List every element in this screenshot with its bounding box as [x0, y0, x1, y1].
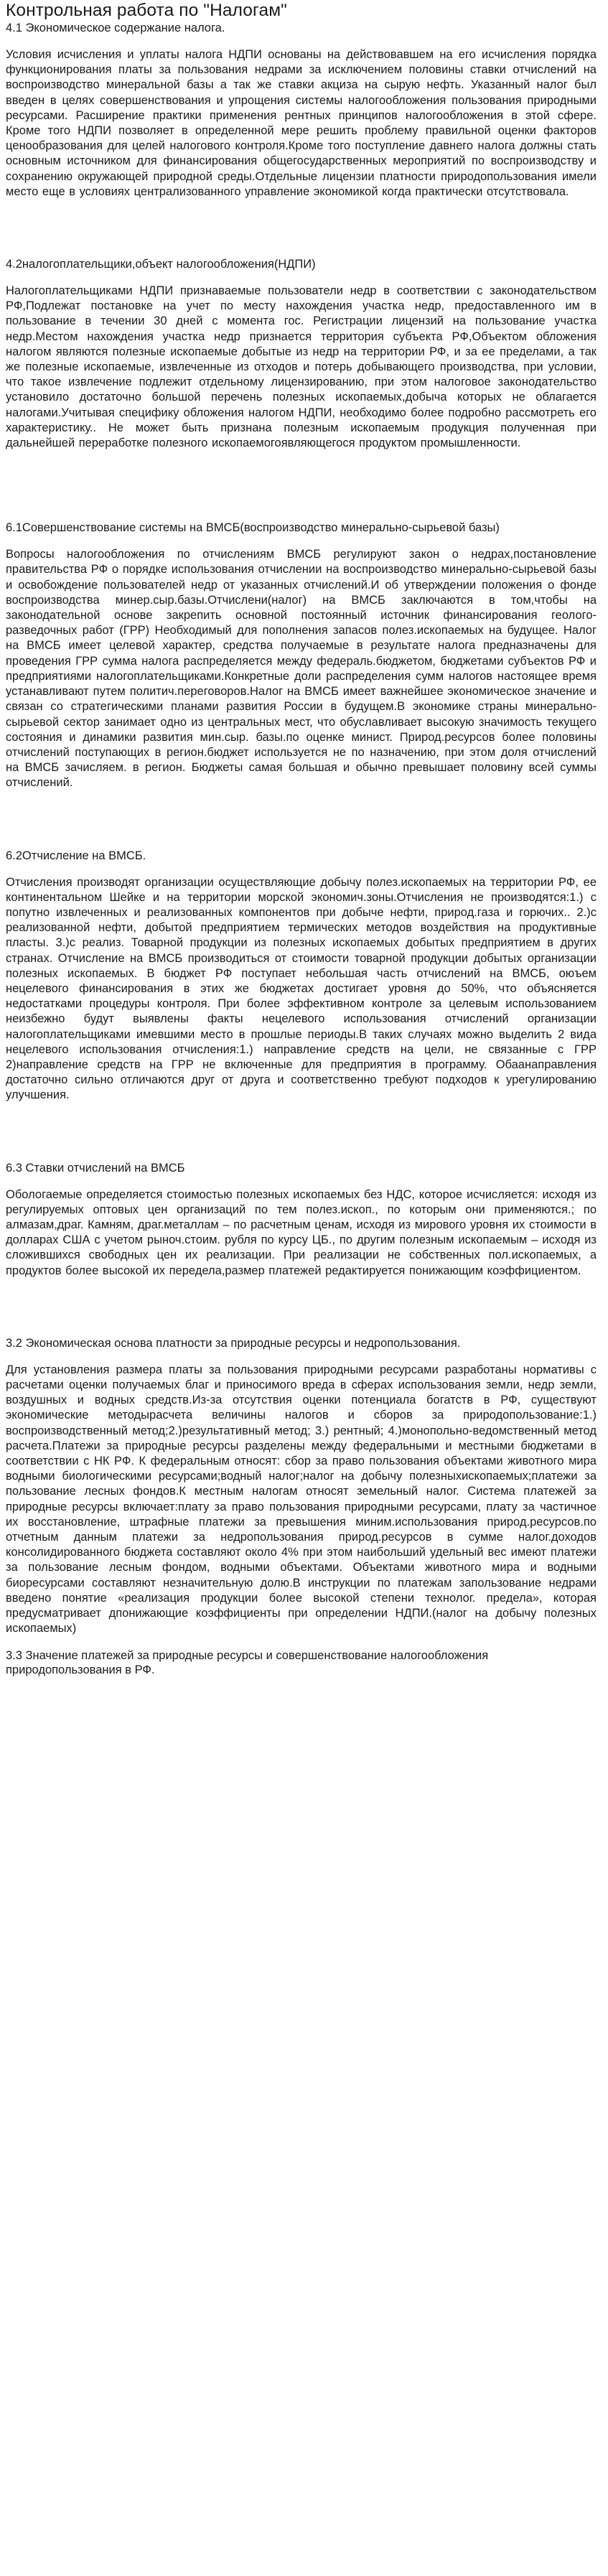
spacer [6, 1636, 597, 1648]
section-body-4-1: Условия исчисления и уплаты налога НДПИ основаны на действовавшем на его исчисления порядка функционирования платы за пользования недрами за исключением половины ставки отчислений на воспроизводство минеральной базы а так же ставки акциза на сырую нефть. Указанный налог был введен в целях совершенствования и упрощения системы налогообложения пользования природными ресурсами. Расширение практики применения рентных принципов налогообложения в этой сфере. Кроме того НДПИ позволяет в определенной мере решить проблему правильной оценки факторов ценообразования для целей налогового контроля.Кроме того поступление давнего налога должны стать основным источником для финансирования общегосударственных мероприятий по воспроизводству и сохранению окружающей природной среды.Отдельные лицензии платности природопользования имели место еще в условиях централизованного управление экономикой когда практически отсутствовала. [6, 48, 597, 198]
spacer [6, 1350, 597, 1363]
section-heading-3-3: 3.3 Значение платежей за природные ресурсы и совершенствование налогообложения природопользования в РФ. [6, 1649, 489, 1677]
section-heading-3-2: 3.2 Экономическая основа платности за природные ресурсы и недропользования. [6, 1336, 461, 1350]
section-body-6-2: Отчисления производят организации осуществляющие добычу полез.ископаемых на территории РФ, ее континентальном Шейке и на территории морской экономич.зоны.Отчисления не производятся:1.) с попутно извлеченных и реализованных компонентов при добыче нефти, природ.газа и горючих.. 2.)с реализованной нефти, добытой предприятием термических методов воздействия на продуктивные пласты. 3.)с реализ. Товарной продукции из полезных ископаемых добытых предприятием в других странах. Отчисление на ВМСБ производиться от стоимости товарной продукции добытых организации полезных ископаемых. В бюджет РФ поступает небольшая часть отчислений на ВМСБ, оюъем нецелевого финансирования в этих же бюджетах достигает уровня до 50%, что объясняется недостатками процедуры контроля. При более эффективном контроле за целевым использованием неизбежно будут выявлены факты нецелевого использования отчислений организации налогоплательщиками имевшими место в прошлые периоды.В таких случаях можно выделить 2 вида нецелевого использования отчисления:1.) направление средств на цели, не связанные с ГРР 2)направление средств на ГРР не включенные для предприятия в программу. Обаанаправления достаточно сильно отличаются друг от друга и соответственно требуют подходов к урегулированию улучшения. [6, 875, 597, 1102]
spacer [6, 1175, 597, 1187]
section-heading-6-2: 6.2Отчисление на ВМСБ. [6, 849, 146, 862]
spacer [6, 1103, 597, 1161]
spacer [6, 535, 597, 547]
section-body-6-1: Вопросы налогообложения по отчислениям ВМСБ регулируют закон о недрах,постановление правительства РФ о порядке использования отчислении на воспроизводство минерально-сырьевой базы и освобождение пользователей недр от указанных отчислений.И об утверждении положения о фонде воспроизводства минер.сыр.базы.Отчислени(налог) на ВМСБ заключаются в том,чтобы на законодательной основе закрепить основной постоянный источник финансирования геолого-разведочных работ (ГРР) Необходимый для пополнения запасов полез.ископаемых на будущее. Налог на ВМСБ имеет целевой характер, средства получаемые в результате налога предназначены для проведения ГРР сумма налога распределяется между федераль.бюджетом, бюджетами субъектов РФ и предприятиями налогоплательщиками.Конкретные доли распределения сумм налогов настоящее время устанавливают путем политич.переговоров.Налог на ВМСБ имеет важнейшее экономическое значение и связан со стратегическими планами развития России в будущем.В экономике страны минерально-сырьевой сектор занимает одно из центральных мест, что обуславливает высокую значимость текущего состояния и динамики развития мин.сыр. базы.по оценке минист. Природ.ресурсов более половины отчислений поступающих в регион.бюджет используется не по назначению, при этом доля отчислений на ВМСБ зачисляем. в регион. Бюджеты самая большая и обычно превышает половину всей суммы отчислений. [6, 548, 597, 790]
spacer [6, 508, 597, 521]
spacer [6, 791, 597, 849]
section-heading-4-1: 4.1 Экономическое содержание налога. [6, 22, 225, 34]
section-heading-6-1: 6.1Совершенствование системы на ВМСБ(воспроизводство минерально-сырьевой базы) [6, 521, 500, 535]
spacer [6, 271, 597, 284]
document-title: Контрольная работа по "Налогам" [6, 1, 287, 20]
spacer [6, 1279, 597, 1336]
spacer [6, 863, 597, 875]
section-body-3-2: Для установления размера платы за пользования природными ресурсами разработаны нормативы с расчетами оценки получаемых благ и приносимого вреда в сферах использования земли, недр земли, воздушных и водных средств.Из-за отсутствия оценки потенциала богатств в РФ, существуют экономические методырасчета величины налогов и сборов за природопользование:1.) воспроизводственный метод;2.)результативный метод; 3.) рентный; 4.)монопольно-ведомственный метод расчета.Платежи за природные ресурсы разделены между федеральными и местными бюджетами в соответствии с НК РФ. К федеральным относят: сбор за право пользования объектами животного мира водными биологическими ресурсами;водный налог;налог на добычу полезныхископаемых;платежи за пользование лесных фондов.К местным налогам относят земельный налог. Система платежей за природные ресурсы включает:плату за право пользования природными ресурсами, плату за частичное их восстановление, штрафные платежи за превышения миним.использования природ.ресурсов.по отчетным данным платежи за недропользования природ.ресурсов в сумме налог.доходов консолидированного бюджета составляют около 4% при этом наибольший удельный вес имеют платежи за пользование лесным фондом, водными объектами. Объектами животного мира и водными биоресурсами составляют незначительную долю.В инструкции по платежам запользование недрами введено понятие «реализация продукции более высокой степени технолог. предела», которая предусматривает дпонижающие коэффициенты при определении НДПИ.(налог на добычу полезных ископаемых) [6, 1363, 597, 1635]
section-body-6-3: Обологаемые определяется стоимостью полезных ископаемых без НДС, которое исчисляется: исходя из регулируемых оптовых цен организаций по тем полез.ископ., по которым они применяются.; по алмазам,драг. Камням, драг.металлам – по расчетным ценам, исходя из мирового уровня их стоимости в долларах США с учетом рыноч.стоим. рубля по курсу ЦБ., по другим полезным ископаемым – исходя из сложившихся свободных цен их реализации. При реализации не собственных пол.ископаемых, а продуктов более высокой их передела,размер платежей редактируется понижающим коэффициентом. [6, 1187, 597, 1277]
document-page [0, 1, 608, 1677]
section-heading-6-3: 6.3 Ставки отчислений на ВМСБ [6, 1161, 185, 1175]
spacer [6, 35, 597, 47]
spacer [6, 451, 597, 508]
section-body-4-2: Налогоплательщиками НДПИ признаваемые пользователи недр в соответствии с законодательством РФ,Подлежат постановке на учет по месту нахождения участка недр, предоставленного им в пользование в течении 30 дней с момента гос. Регистрации лицензий на пользование участка недр.Местом нахождения участка недр признается территория субъекта РФ,Объектом обложения налогом являются полезные ископаемые добытые из недр на территории РФ, и за ее пределами, а так же полезные ископаемые, извлеченные из отходов и потерь добывающего производства, при условии, что такое извлечение подлежит отдельному лицензированию, при этом налоговое законодательство установило достаточно большой перечень полезных ископаемых,добыча которых не облагается налогами.Учитывая специфику обложения налогом НДПИ, необходимо более подробно рассмотреть его характеристику.. Не может быть признана полезным ископаемым продукция полученная при дальнейшей переработке полезного ископаемогоявляющегося продуктом промышленности. [6, 284, 597, 450]
section-heading-4-2: 4.2налогоплательщики,объект налогообложения(НДПИ) [6, 258, 316, 271]
spacer [6, 200, 597, 257]
